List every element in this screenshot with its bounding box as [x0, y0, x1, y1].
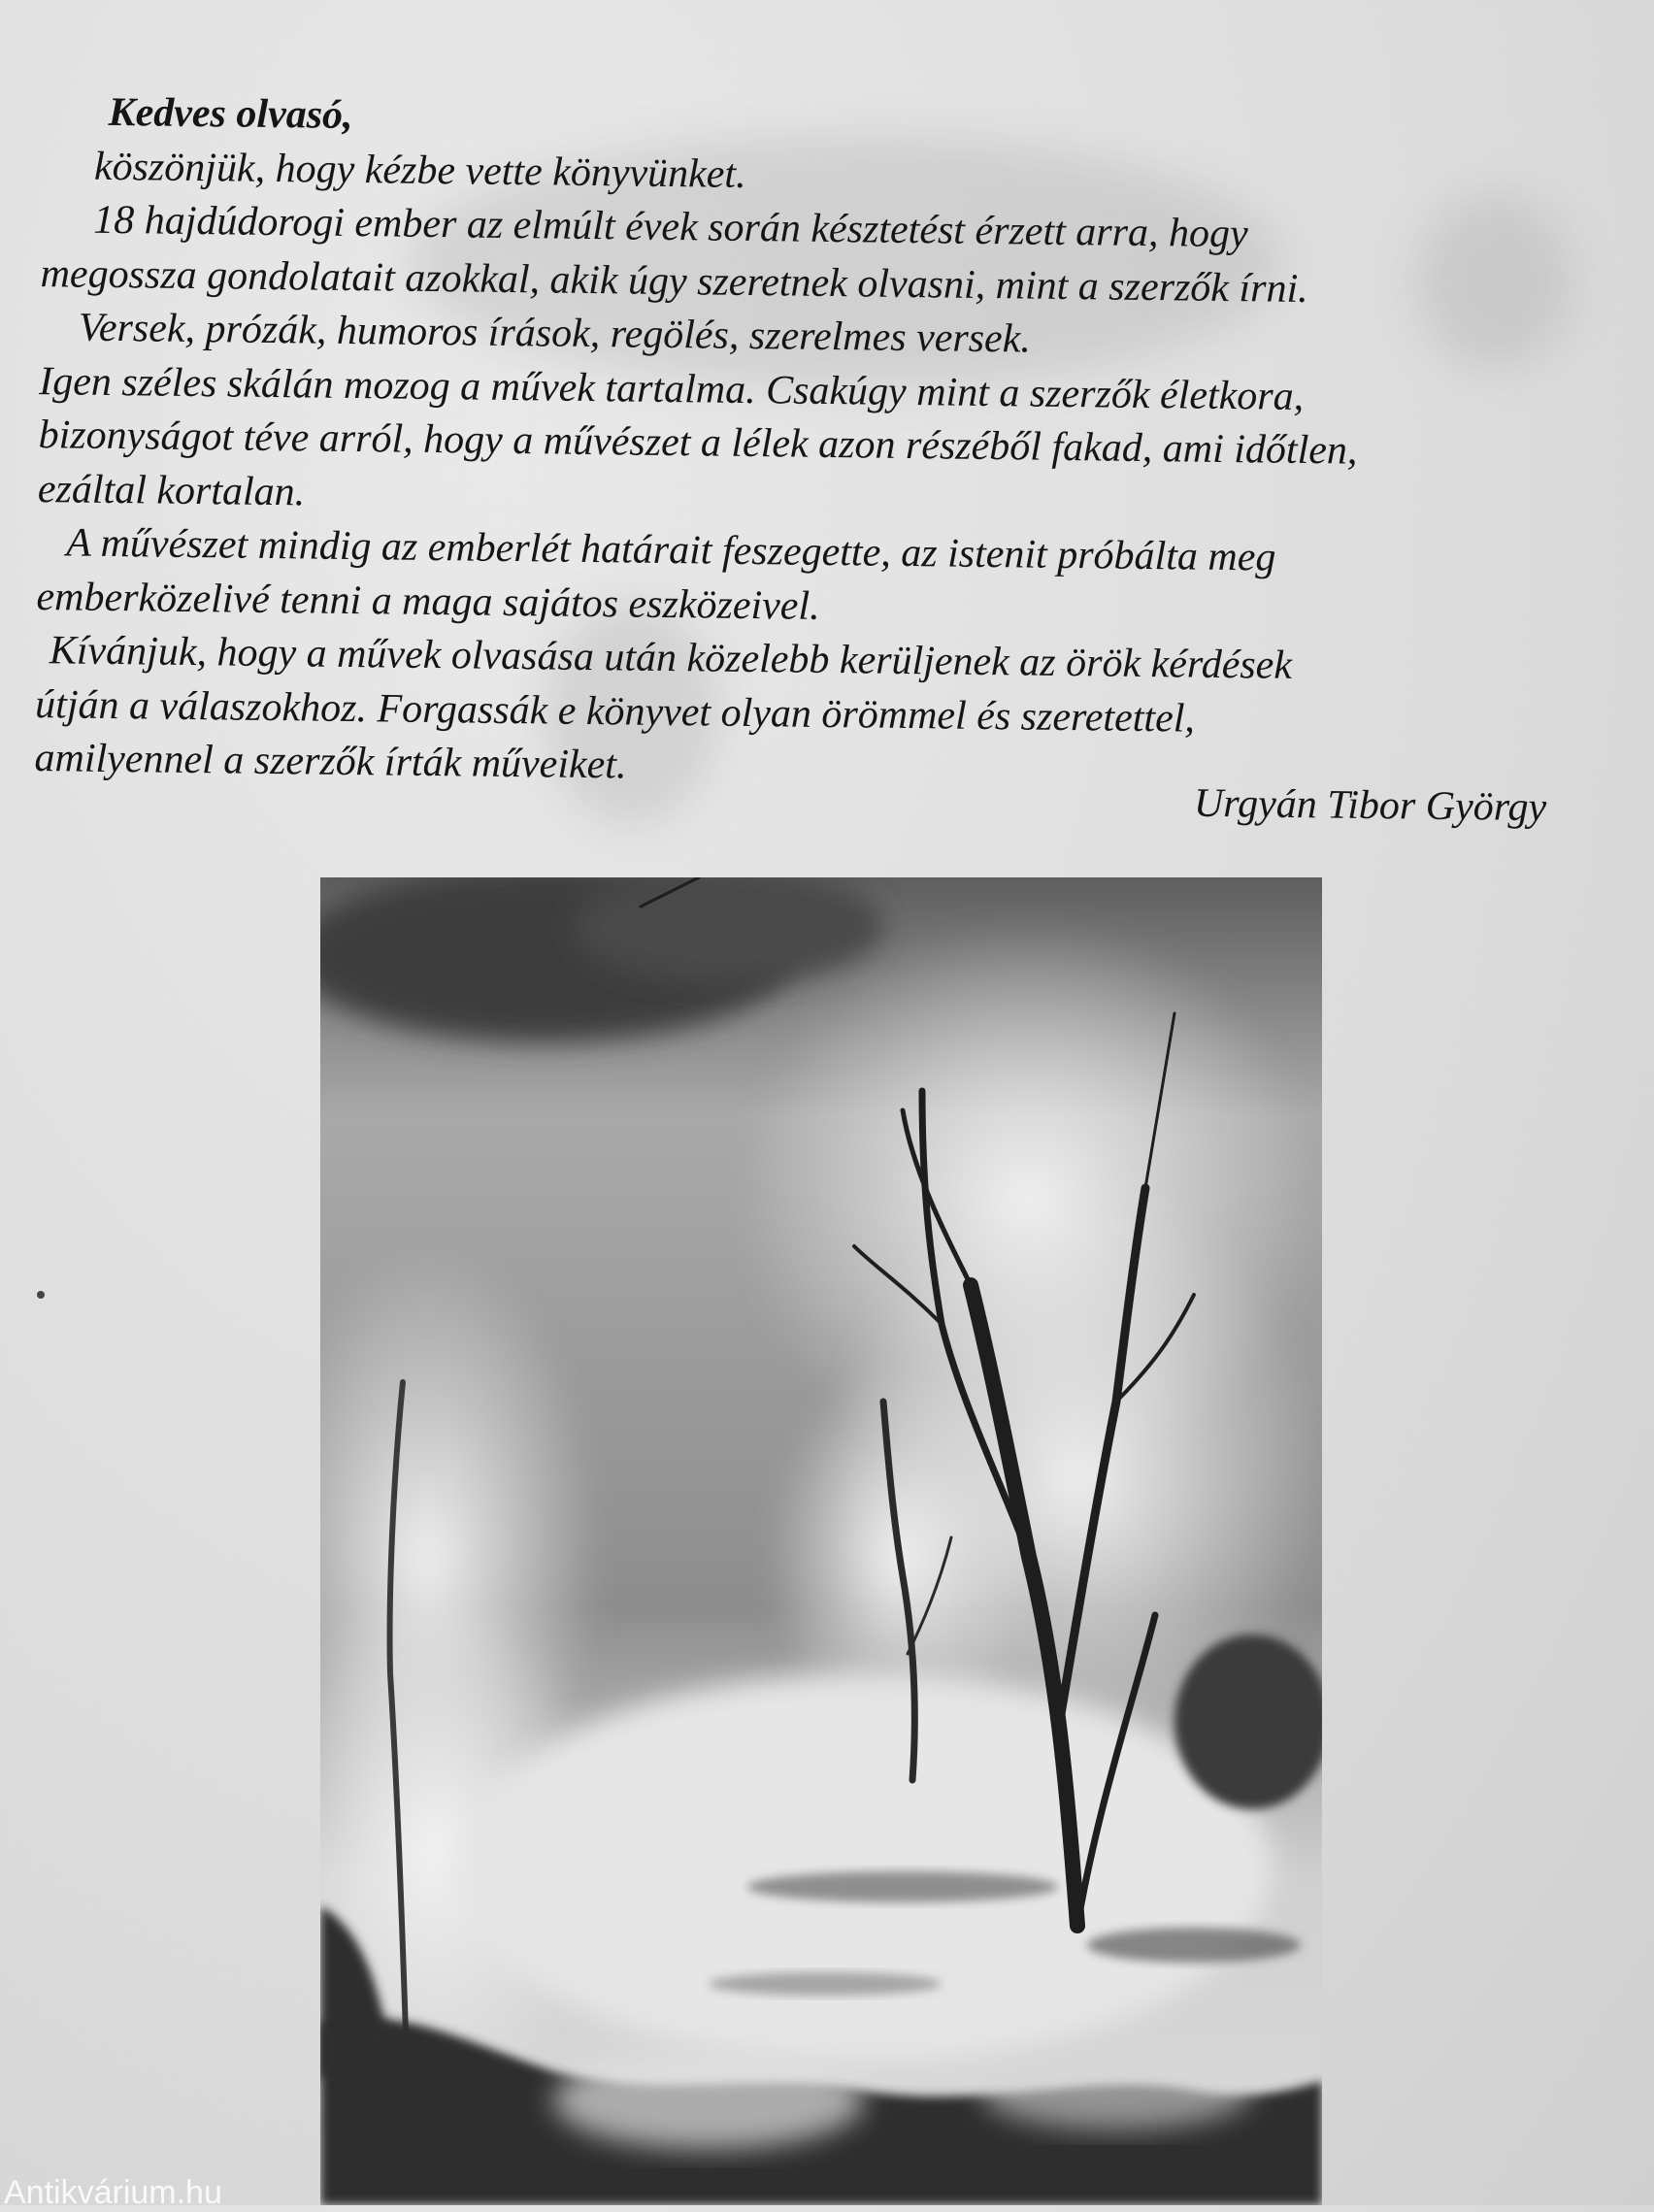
text-line: amilyennel a szerzők írták műveiket. — [34, 736, 627, 788]
landscape-painting — [320, 877, 1322, 2205]
text-line: Kívánjuk, hogy a művek olvasása után közelebb kerüljenek az örök kérdések — [49, 628, 1293, 688]
ink-speck — [37, 1291, 45, 1299]
foreword-text — [26, 85, 1607, 805]
text-line: köszönjük, hogy kézbe vette könyvünket. — [93, 144, 746, 197]
watermark: Antikvárium.hu — [4, 2174, 222, 2211]
text-line: Versek, prózák, humoros írások, regölés, szerelmes versek. — [78, 305, 1032, 362]
text-line: 18 hajdúdorogi ember az elmúlt évek során késztetést érzett arra, hogy — [93, 197, 1248, 257]
text-line: Igen széles skálán mozog a művek tartalma. Csakúgy mint a szerzők életkora, — [38, 358, 1305, 419]
text-line: bizonyságot téve arról, hogy a művészet a lélek azon részéből fakad, ami időtlen, — [38, 413, 1358, 474]
painting-illustration — [320, 877, 1322, 2205]
text-line: emberközelivé tenni a maga sajátos eszközeivel. — [36, 574, 820, 629]
signature: Urgyán Tibor György — [1193, 780, 1547, 831]
greeting: Kedves olvasó, — [108, 89, 353, 139]
text-line: ezáltal kortalan. — [37, 466, 306, 514]
text-line: megossza gondolatait azokkal, akik úgy szeretnek olvasni, mint a szerzők írni. — [40, 250, 1308, 312]
text-line: A művészet mindig az emberlét határait feszegette, az istenit próbálta meg — [65, 520, 1276, 580]
text-line: útján a válaszokhoz. Forgassák e könyvet olyan örömmel és szeretettel, — [34, 681, 1196, 742]
